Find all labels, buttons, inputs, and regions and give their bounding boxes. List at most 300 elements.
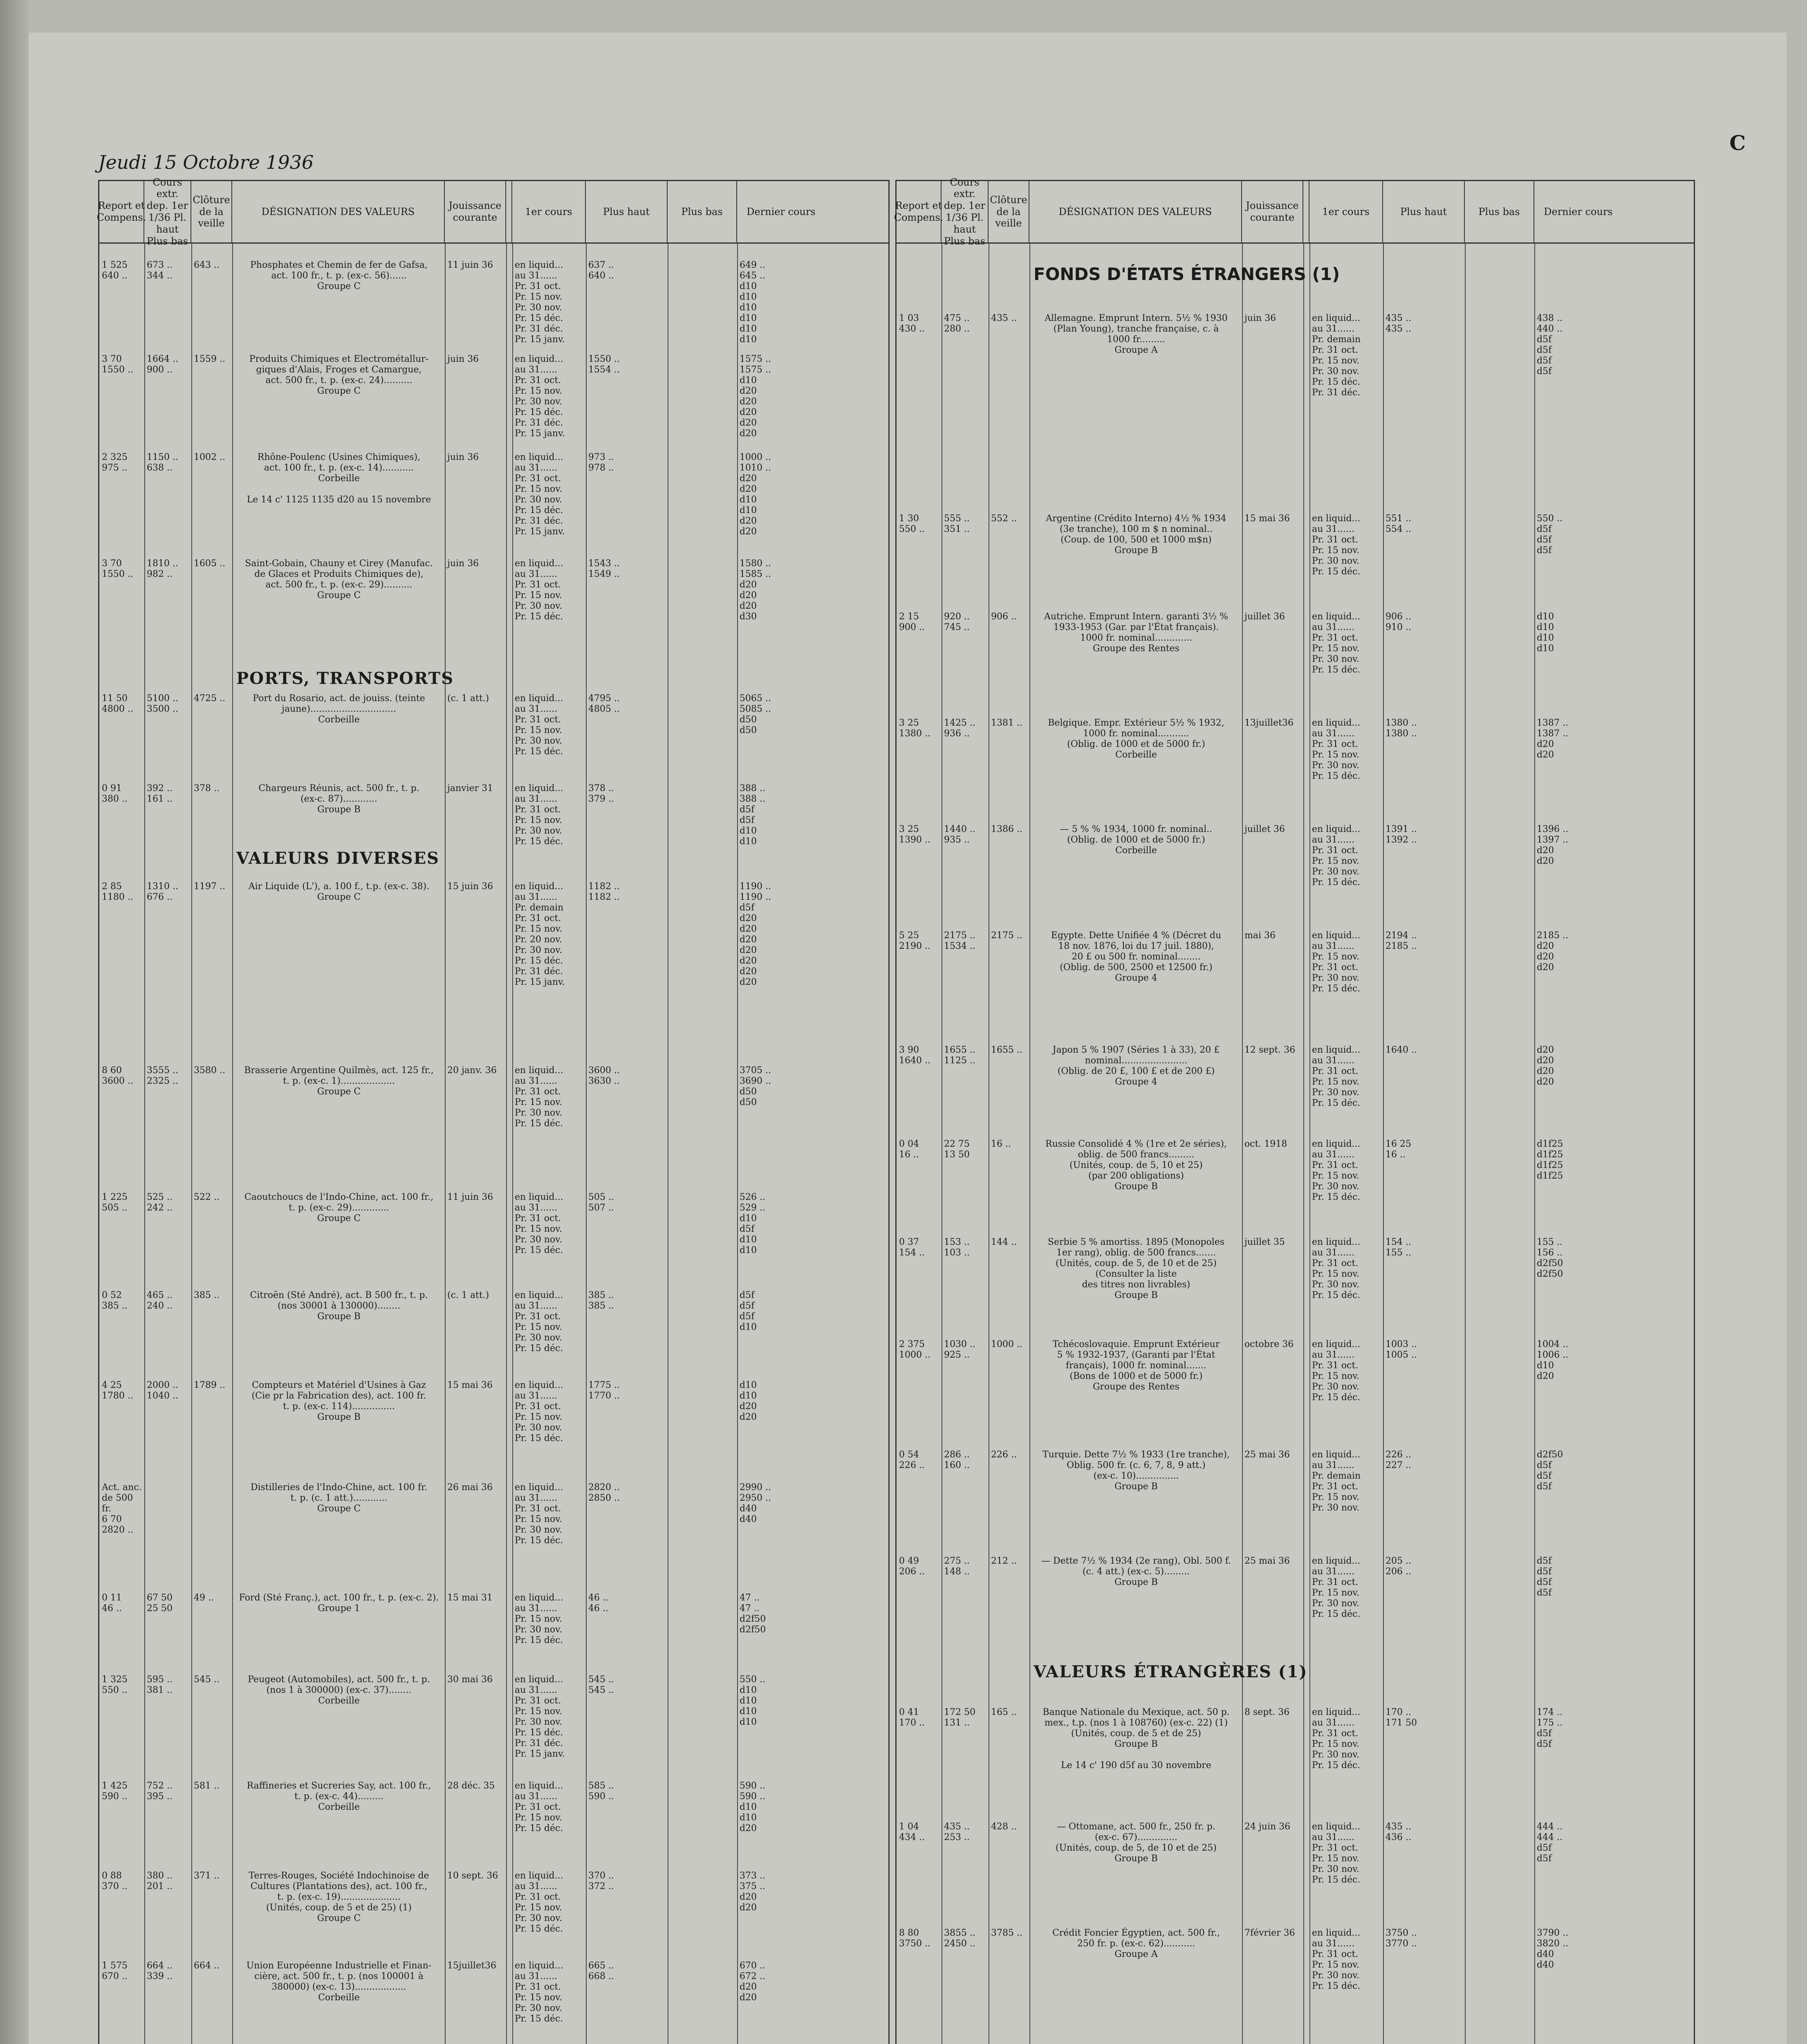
left-cell-extr: 67 50 25 50 xyxy=(147,1593,173,1614)
left-cell-jouis: 15 juin 36 xyxy=(447,881,493,892)
left-cell-last: d5f d5f d5f d10 xyxy=(740,1290,757,1332)
right-cell-first: 205 .. 206 .. xyxy=(1386,1556,1411,1577)
left-cell-terms: en liquid... au 31...... Pr. 31 oct. Pr. 15 nov. Pr. 30 nov. Pr. 15 déc. xyxy=(515,1482,563,1546)
left-cell-jouis: 15juillet36 xyxy=(447,1961,496,1971)
left-cell-jouis: juin 36 xyxy=(447,452,479,462)
right-cell-first: 551 .. 554 .. xyxy=(1386,513,1411,534)
left-cell-name: Citroën (Sté André), act. B 500 fr., t. p. (nos 30001 à 130000)........ Groupe B xyxy=(250,1290,428,1322)
right-cell-report: 5 25 2190 .. xyxy=(899,930,930,951)
right-cell-last: 438 .. 440 .. d5f d5f d5f d5f xyxy=(1537,313,1563,377)
left-cell-last: 670 .. 672 .. d20 d20 xyxy=(740,1961,765,2003)
left-cell-terms: en liquid... au 31...... Pr. 31 oct. Pr. 15 nov. Pr. 30 nov. Pr. 15 déc. xyxy=(515,558,563,622)
right-cell-terms: en liquid... au 31...... Pr. 15 nov. Pr. 31 oct. Pr. 30 nov. Pr. 15 déc. xyxy=(1312,930,1361,994)
left-cell-first: 370 .. 372 .. xyxy=(588,1871,614,1892)
right-cell-jouis: 12 sept. 36 xyxy=(1244,1045,1296,1055)
left-cell-name: Ford (Sté Franç.), act. 100 fr., t. p. (ex-c. 2). Groupe 1 xyxy=(239,1593,439,1614)
right-cell-last: 174 .. 175 .. d5f d5f xyxy=(1537,1707,1563,1749)
right-cell-first: 226 .. 227 .. xyxy=(1386,1450,1411,1470)
right-col-header-3: DÉSIGNATION DES VALEURS xyxy=(1029,181,1242,242)
left-cell-last: 1575 .. 1575 .. d10 d20 d20 d20 d20 d20 xyxy=(740,354,771,439)
right-cell-jouis: juillet 35 xyxy=(1244,1237,1285,1247)
right-cell-jouis: juin 36 xyxy=(1244,313,1276,323)
left-section-title: VALEURS DIVERSES xyxy=(236,849,439,868)
left-cell-terms: en liquid... au 31...... Pr. 31 oct. Pr. 15 nov. Pr. 30 nov. Pr. 15 déc. xyxy=(515,1065,563,1129)
right-cell-report: 3 25 1390 .. xyxy=(899,824,930,845)
right-quotation-body xyxy=(897,244,1694,2044)
right-cell-terms: en liquid... au 31...... Pr. 31 oct. Pr. 15 nov. Pr. 30 nov. Pr. 15 déc. xyxy=(1312,1556,1361,1619)
right-cell-report: 2 15 900 .. xyxy=(899,612,925,632)
right-cell-name: Crédit Foncier Égyptien, act. 500 fr., 250 fr. p. (ex-c. 62)........... Groupe A xyxy=(1052,1928,1220,1959)
right-cell-first: 1640 .. xyxy=(1386,1045,1417,1055)
left-cell-jouis: 20 janv. 36 xyxy=(447,1065,497,1076)
right-column-rule xyxy=(1534,244,1535,2044)
right-cell-cloture: 2175 .. xyxy=(991,930,1022,941)
left-cell-terms: en liquid... au 31...... Pr. 31 oct. Pr. 15 nov. Pr. 30 nov. Pr. 15 déc. Pr. 31 déc. Pr. 15 janv. xyxy=(515,354,565,439)
page-letter: C xyxy=(1729,131,1746,155)
right-cell-first: 2194 .. 2185 .. xyxy=(1386,930,1417,951)
right-cell-first: 906 .. 910 .. xyxy=(1386,612,1411,632)
right-cell-jouis: 25 mai 36 xyxy=(1244,1556,1290,1566)
right-section-title: VALEURS ÉTRANGÈRES (1) xyxy=(1034,1662,1308,1681)
right-column-rule xyxy=(1242,244,1243,2044)
left-cell-first: 2820 .. 2850 .. xyxy=(588,1482,620,1503)
left-cell-first: 1182 .. 1182 .. xyxy=(588,881,620,902)
left-cell-last: 2990 .. 2950 .. d40 d40 xyxy=(740,1482,771,1524)
right-cell-report: 1 04 434 .. xyxy=(899,1822,925,1842)
right-cell-extr: 286 .. 160 .. xyxy=(944,1450,970,1470)
right-cell-cloture: 1386 .. xyxy=(991,824,1022,834)
right-cell-cloture: 3785 .. xyxy=(991,1928,1022,1938)
right-cell-name: Belgique. Empr. Extérieur 5½ % 1932, 1000 fr. nominal........... (Oblig. de 1000 et de 5000 fr.) Corbeille xyxy=(1048,718,1224,760)
right-cell-last: d2f50 d5f d5f d5f xyxy=(1537,1450,1563,1492)
left-cell-terms: en liquid... au 31...... Pr. 31 oct. Pr. 15 nov. Pr. 30 nov. Pr. 15 déc. xyxy=(515,1961,563,2024)
right-col-header-6: 1er cours xyxy=(1309,181,1383,242)
left-cell-name: Compteurs et Matériel d'Usines à Gaz (Cie pr la Fabrication des), act. 100 fr. t. p. (ex-c. 114)............... Groupe B xyxy=(251,1380,426,1422)
right-cell-cloture: 1655 .. xyxy=(991,1045,1022,1055)
left-cell-report: 1 525 640 .. xyxy=(102,260,128,281)
left-cell-name: Peugeot (Automobiles), act. 500 fr., t. p. (nos 1 à 300000) (ex-c. 37)........ Corbeille xyxy=(248,1674,430,1706)
right-cell-cloture: 428 .. xyxy=(991,1822,1017,1832)
right-cell-first: 16 25 16 .. xyxy=(1386,1139,1411,1160)
left-col-header-6: 1er cours xyxy=(512,181,586,242)
right-col-header-1: Cours extr. dep. 1er 1/36 Pl. haut Plus bas xyxy=(942,181,989,242)
left-cell-cloture: 4725 .. xyxy=(194,693,225,704)
left-cell-extr: 465 .. 240 .. xyxy=(147,1290,173,1311)
right-cell-extr: 920 .. 745 .. xyxy=(944,612,970,632)
left-cell-last: 550 .. d10 d10 d10 d10 xyxy=(740,1674,765,1727)
left-cell-extr: 1810 .. 982 .. xyxy=(147,558,178,579)
left-column-rule xyxy=(586,244,587,2044)
right-cell-extr: 435 .. 253 .. xyxy=(944,1822,970,1842)
left-cell-cloture: 1002 .. xyxy=(194,452,225,462)
left-cell-cloture: 49 .. xyxy=(194,1593,214,1603)
left-col-header-9: Dernier cours xyxy=(747,206,816,217)
left-cell-first: 637 .. 640 .. xyxy=(588,260,614,281)
left-cell-last: 1580 .. 1585 .. d20 d20 d20 d30 xyxy=(740,558,771,622)
right-cell-last: 155 .. 156 .. d2f50 d2f50 xyxy=(1537,1237,1563,1279)
left-cell-terms: en liquid... au 31...... Pr. 31 oct. Pr. 15 nov. Pr. 30 nov. Pr. 15 déc. xyxy=(515,783,563,847)
left-cell-last: 373 .. 375 .. d20 d20 xyxy=(740,1871,765,1913)
left-cell-jouis: 15 mai 31 xyxy=(447,1593,493,1603)
left-cell-last: 649 .. 645 .. d10 d10 d10 d10 d10 d10 xyxy=(740,260,765,345)
right-cell-extr: 275 .. 148 .. xyxy=(944,1556,970,1577)
left-column-rule xyxy=(191,244,192,2044)
right-cell-first: 170 .. 171 50 xyxy=(1386,1707,1417,1728)
right-cell-cloture: 144 .. xyxy=(991,1237,1017,1247)
left-cell-last: 590 .. 590 .. d10 d10 d20 xyxy=(740,1781,765,1833)
left-col-header-0: Report et Compens. xyxy=(99,181,144,242)
left-quotation-panel xyxy=(96,176,890,2044)
left-cell-report: 3 70 1550 .. xyxy=(102,354,133,375)
left-cell-terms: en liquid... au 31...... Pr. 31 oct. Pr. 15 nov. Pr. 30 nov. Pr. 15 déc. xyxy=(515,1871,563,1934)
right-cell-last: 550 .. d5f d5f d5f xyxy=(1537,513,1563,556)
right-cell-first: 435 .. 435 .. xyxy=(1386,313,1411,334)
left-cell-name: Terres-Rouges, Société Indochinoise de Cultures (Plantations des), act. 100 fr., t. p. (ex-c. 19)..................... (Unités, coup. de 5 et de 25) (1) Groupe C xyxy=(249,1871,429,1923)
right-cell-name: Egypte. Dette Unifiée 4 % (Décret du 18 nov. 1876, loi du 17 juil. 1880), 20 £ ou 500 fr. nominal........ (Oblig. de 500, 2500 et 12500 fr.) Groupe 4 xyxy=(1051,930,1222,983)
right-cell-terms: en liquid... au 31...... Pr. 31 oct. Pr. 15 nov. Pr. 30 nov. Pr. 15 déc. xyxy=(1312,1045,1361,1108)
left-cell-cloture: 371 .. xyxy=(194,1871,220,1881)
right-cell-cloture: 165 .. xyxy=(991,1707,1017,1717)
left-cell-report: 0 91 380 .. xyxy=(102,783,128,804)
right-cell-jouis: juillet 36 xyxy=(1244,824,1285,834)
left-col-header-5 xyxy=(506,181,512,242)
right-cell-name: Banque Nationale du Mexique, act. 50 p. mex., t.p. (nos 1 à 108760) (ex-c. 22) (1) (Unités, coup. de 5 et de 25) Groupe B Le 14 c' 190 d5f au 30 novembre xyxy=(1042,1707,1230,1771)
left-cell-terms: en liquid... au 31...... Pr. 31 oct. Pr. 15 nov. Pr. 30 nov. Pr. 15 déc. xyxy=(515,1192,563,1255)
right-cell-terms: en liquid... au 31...... Pr. 31 oct. Pr. 15 nov. Pr. 30 nov. Pr. 15 déc. xyxy=(1312,1822,1361,1885)
left-cell-last: d10 d10 d20 d20 xyxy=(740,1380,757,1422)
right-col-header-8: Plus bas xyxy=(1465,181,1534,242)
left-cell-first: 545 .. 545 .. xyxy=(588,1674,614,1695)
left-cell-name: Distilleries de l'Indo-Chine, act. 100 fr. t. p. (c. 1 att.)............ Groupe C xyxy=(250,1482,428,1514)
left-cell-first: 46 .. 46 .. xyxy=(588,1593,608,1614)
left-col-header-2: Clôture de la veille xyxy=(191,181,232,242)
left-cell-terms: en liquid... au 31...... Pr. 31 oct. Pr. 15 nov. Pr. 30 nov. Pr. 15 déc. xyxy=(515,693,563,757)
left-cell-extr: 3555 .. 2325 .. xyxy=(147,1065,178,1086)
left-col-header-8: Plus bas xyxy=(668,181,737,242)
left-cell-terms: en liquid... au 31...... Pr. 31 oct. Pr. 15 nov. Pr. 30 nov. Pr. 15 déc. Pr. 31 déc. Pr. 15 janv. xyxy=(515,452,565,537)
right-cell-terms: en liquid... au 31...... Pr. 31 oct. Pr. 15 nov. Pr. 30 nov. Pr. 15 déc. xyxy=(1312,1139,1361,1202)
left-cell-terms: en liquid... au 31...... Pr. 31 oct. Pr. 15 nov. Pr. 30 nov. Pr. 15 déc. Pr. 31 déc. Pr. 15 janv. xyxy=(515,1674,565,1759)
left-cell-report: Act. anc. de 500 fr. 6 70 2820 .. xyxy=(102,1482,142,1535)
right-cell-jouis: 13juillet36 xyxy=(1244,718,1294,728)
left-cell-first: 973 .. 978 .. xyxy=(588,452,614,473)
right-cell-terms: en liquid... au 31...... Pr. 31 oct. Pr. 15 nov. Pr. 30 nov. Pr. 15 déc. xyxy=(1312,513,1361,577)
left-cell-report: 0 88 370 .. xyxy=(102,1871,128,1892)
left-cell-name: Produits Chimiques et Electrométallur- giques d'Alais, Froges et Camargue, act. 500 fr., t. p. (ex-c. 24).......... Groupe C xyxy=(249,354,429,396)
left-col-header-7: Plus haut xyxy=(586,181,668,242)
left-cell-cloture: 522 .. xyxy=(194,1192,220,1202)
left-column-headers xyxy=(96,176,888,247)
right-cell-terms: en liquid... au 31...... Pr. 31 oct. Pr. 15 nov. Pr. 30 nov. Pr. 15 déc. xyxy=(1312,1707,1361,1771)
left-cell-report: 1 325 550 .. xyxy=(102,1674,128,1695)
right-cell-report: 0 04 16 .. xyxy=(899,1139,919,1160)
right-cell-last: 3790 .. 3820 .. d40 d40 xyxy=(1537,1928,1568,1970)
left-cell-name: Saint-Gobain, Chauny et Cirey (Manufac. de Glaces et Produits Chimiques de), act. 500 fr., t. p. (ex-c. 29).......... Groupe C xyxy=(245,558,433,601)
left-cell-name: Union Européenne Industrielle et Finan- cière, act. 500 fr., t. p. (nos 100001 à 380000) (ex-c. 13).................. Corbeille xyxy=(246,1961,432,2003)
page-date: Jeudi 15 Octobre 1936 xyxy=(98,151,314,173)
right-cell-extr: 1440 .. 935 .. xyxy=(944,824,975,845)
left-cell-last: 1190 .. 1190 .. d5f d20 d20 d20 d20 d20 d20 d20 xyxy=(740,881,771,987)
left-cell-report: 1 425 590 .. xyxy=(102,1781,128,1802)
right-cell-name: Allemagne. Emprunt Intern. 5½ % 1930 (Plan Young), tranche française, c. à 1000 fr......... Groupe A xyxy=(1045,313,1228,355)
right-cell-terms: en liquid... au 31...... Pr. 31 oct. Pr. 15 nov. Pr. 30 nov. Pr. 15 déc. xyxy=(1312,718,1361,781)
right-cell-jouis: juillet 36 xyxy=(1244,612,1285,622)
left-cell-extr: 1310 .. 676 .. xyxy=(147,881,178,902)
left-cell-name: Chargeurs Réunis, act. 500 fr., t. p. (ex-c. 87)............ Groupe B xyxy=(258,783,419,815)
right-col-header-7: Plus haut xyxy=(1383,181,1465,242)
right-cell-extr: 153 .. 103 .. xyxy=(944,1237,970,1258)
left-quotation-body xyxy=(99,244,888,2044)
right-cell-jouis: oct. 1918 xyxy=(1244,1139,1287,1149)
right-cell-cloture: 1000 .. xyxy=(991,1339,1022,1349)
left-section-title: PORTS, TRANSPORTS xyxy=(236,669,454,688)
right-cell-name: Turquie. Dette 7½ % 1933 (1re tranche), Oblig. 500 fr. (c. 6, 7, 8, 9 att.) (ex-c. 10)............... Groupe B xyxy=(1042,1450,1230,1492)
left-cell-jouis: juin 36 xyxy=(447,354,479,364)
left-cell-jouis: 10 sept. 36 xyxy=(447,1871,498,1881)
right-cell-cloture: 1381 .. xyxy=(991,718,1022,728)
left-cell-terms: en liquid... au 31...... Pr. demain Pr. 31 oct. Pr. 15 nov. Pr. 20 nov. Pr. 30 nov. Pr. 15 déc. Pr. 31 déc. Pr. 15 janv. xyxy=(515,881,565,987)
right-column-rule xyxy=(1309,244,1310,2044)
right-cell-last: 1387 .. 1387 .. d20 d20 xyxy=(1537,718,1568,760)
left-cell-extr: 392 .. 161 .. xyxy=(147,783,173,804)
right-cell-name: Argentine (Crédito Interno) 4½ % 1934 (3e tranche), 100 m $ n nominal.. (Coup. de 100, 500 et 1000 m$n) Groupe B xyxy=(1046,513,1226,556)
right-cell-jouis: mai 36 xyxy=(1244,930,1276,941)
right-cell-first: 1380 .. 1380 .. xyxy=(1386,718,1417,739)
left-cell-extr: 673 .. 344 .. xyxy=(147,260,173,281)
left-cell-jouis: 11 juin 36 xyxy=(447,1192,493,1202)
left-cell-report: 11 50 4800 .. xyxy=(102,693,133,714)
left-cell-last: 3705 .. 3690 .. d50 d50 xyxy=(740,1065,771,1107)
left-cell-extr: 1150 .. 638 .. xyxy=(147,452,178,473)
right-cell-extr: 1030 .. 925 .. xyxy=(944,1339,975,1360)
left-cell-cloture: 1197 .. xyxy=(194,881,225,892)
right-cell-last: 1396 .. 1397 .. d20 d20 xyxy=(1537,824,1568,866)
left-cell-cloture: 1789 .. xyxy=(194,1380,225,1390)
right-column-rule xyxy=(1383,244,1384,2044)
left-cell-terms: en liquid... au 31...... Pr. 31 oct. Pr. 15 nov. Pr. 15 déc. xyxy=(515,1781,563,1833)
left-column-rule xyxy=(506,244,507,2044)
left-cell-extr: 2000 .. 1040 .. xyxy=(147,1380,178,1401)
right-cell-name: — 5 % % 1934, 1000 fr. nominal.. (Oblig. de 1000 et de 5000 fr.) Corbeille xyxy=(1060,824,1213,856)
left-cell-report: 0 52 385 .. xyxy=(102,1290,128,1311)
right-cell-report: 0 49 206 .. xyxy=(899,1556,925,1577)
left-cell-extr: 664 .. 339 .. xyxy=(147,1961,173,1981)
right-cell-cloture: 212 .. xyxy=(991,1556,1017,1566)
left-cell-name: Brasserie Argentine Quilmès, act. 125 fr., t. p. (ex-c. 1)................... Groupe C xyxy=(244,1065,434,1097)
left-cell-first: 665 .. 668 .. xyxy=(588,1961,614,1981)
left-column-rule xyxy=(737,244,738,2044)
right-column-rule xyxy=(1303,244,1304,2044)
right-cell-extr: 555 .. 351 .. xyxy=(944,513,970,534)
right-cell-cloture: 552 .. xyxy=(991,513,1017,524)
right-column-headers xyxy=(894,176,1694,247)
left-cell-jouis: 30 mai 36 xyxy=(447,1674,493,1685)
page-fold xyxy=(0,0,29,2044)
right-cell-extr: 22 75 13 50 xyxy=(944,1139,970,1160)
right-cell-name: — Dette 7½ % 1934 (2e rang), Obl. 500 f. (c. 4 att.) (ex-c. 5)......... Groupe B xyxy=(1041,1556,1231,1587)
right-cell-last: 1004 .. 1006 .. d10 d20 xyxy=(1537,1339,1568,1381)
right-cell-first: 1391 .. 1392 .. xyxy=(1386,824,1417,845)
left-cell-jouis: janvier 31 xyxy=(447,783,493,793)
right-cell-name: Japon 5 % 1907 (Séries 1 à 33), 20 £ nominal....................... (Oblig. de 20 £, 100 £ et de 200 £) Groupe 4 xyxy=(1052,1045,1220,1087)
left-cell-jouis: 15 mai 36 xyxy=(447,1380,493,1390)
left-cell-first: 1775 .. 1770 .. xyxy=(588,1380,620,1401)
left-cell-first: 4795 .. 4805 .. xyxy=(588,693,620,714)
left-cell-last: 5065 .. 5085 .. d50 d50 xyxy=(740,693,771,735)
right-col-header-9: Dernier cours xyxy=(1544,206,1613,217)
left-cell-last: 1000 .. 1010 .. d20 d20 d10 d10 d20 d20 xyxy=(740,452,771,537)
left-column-rule xyxy=(445,244,446,2044)
left-cell-extr: 752 .. 395 .. xyxy=(147,1781,173,1802)
left-cell-last: 388 .. 388 .. d5f d5f d10 d10 xyxy=(740,783,765,847)
right-cell-extr: 3855 .. 2450 .. xyxy=(944,1928,975,1949)
left-cell-cloture: 643 .. xyxy=(194,260,220,270)
right-cell-last: d20 d20 d20 d20 xyxy=(1537,1045,1554,1087)
left-col-header-4: Jouissance courante xyxy=(445,181,506,242)
left-cell-terms: en liquid... au 31...... Pr. 31 oct. Pr. 15 nov. Pr. 30 nov. Pr. 15 déc. Pr. 31 déc. Pr. 15 janv. xyxy=(515,260,565,345)
left-cell-first: 585 .. 590 .. xyxy=(588,1781,614,1802)
right-col-header-4: Jouissance courante xyxy=(1242,181,1303,242)
right-cell-report: 3 90 1640 .. xyxy=(899,1045,930,1066)
left-cell-name: Air Liquide (L'), a. 100 f., t.p. (ex-c. 38). Groupe C xyxy=(248,881,430,902)
right-cell-terms: en liquid... au 31...... Pr. 31 oct. Pr. 15 nov. Pr. 30 nov. Pr. 15 déc. xyxy=(1312,824,1361,888)
left-cell-terms: en liquid... au 31...... Pr. 31 oct. Pr. 15 nov. Pr. 30 nov. Pr. 15 déc. xyxy=(515,1380,563,1443)
right-cell-name: Serbie 5 % amortiss. 1895 (Monopoles 1er rang), oblig. de 500 francs....... (Unités, coup. de 5, de 10 et de 25) (Consulter la liste des titres non livrables) Groupe B xyxy=(1047,1237,1225,1300)
right-cell-jouis: 7février 36 xyxy=(1244,1928,1295,1938)
right-cell-extr: 1425 .. 936 .. xyxy=(944,718,975,739)
right-cell-first: 154 .. 155 .. xyxy=(1386,1237,1411,1258)
right-cell-cloture: 226 .. xyxy=(991,1450,1017,1460)
left-cell-report: 1 225 505 .. xyxy=(102,1192,128,1213)
left-cell-report: 4 25 1780 .. xyxy=(102,1380,133,1401)
left-cell-cloture: 3580 .. xyxy=(194,1065,225,1076)
right-cell-jouis: 24 juin 36 xyxy=(1244,1822,1291,1832)
right-col-header-2: Clôture de la veille xyxy=(989,181,1029,242)
right-cell-report: 0 54 226 .. xyxy=(899,1450,925,1470)
left-cell-cloture: 581 .. xyxy=(194,1781,220,1791)
right-cell-extr: 475 .. 280 .. xyxy=(944,313,970,334)
left-cell-report: 0 11 46 .. xyxy=(102,1593,122,1614)
right-cell-terms: en liquid... au 31...... Pr. demain Pr. 31 oct. Pr. 15 nov. Pr. 30 nov. Pr. 15 déc. Pr. 31 déc. xyxy=(1312,313,1361,398)
right-cell-report: 2 375 1000 .. xyxy=(899,1339,930,1360)
right-cell-extr: 1655 .. 1125 .. xyxy=(944,1045,975,1066)
left-cell-name: Rhône-Poulenc (Usines Chimiques), act. 100 fr., t. p. (ex-c. 14)........... Corbeille Le 14 c' 1125 1135 d20 au 15 novembre xyxy=(247,452,431,505)
left-cell-report: 8 60 3600 .. xyxy=(102,1065,133,1086)
left-cell-cloture: 385 .. xyxy=(194,1290,220,1300)
left-cell-name: Caoutchoucs de l'Indo-Chine, act. 100 fr., t. p. (ex-c. 29)............. Groupe C xyxy=(244,1192,434,1224)
right-cell-report: 1 03 430 .. xyxy=(899,313,925,334)
left-cell-cloture: 1559 .. xyxy=(194,354,225,364)
left-cell-jouis: (c. 1 att.) xyxy=(447,1290,489,1300)
right-cell-terms: en liquid... au 31...... Pr. 31 oct. Pr. 15 nov. Pr. 30 nov. Pr. 15 déc. xyxy=(1312,1237,1361,1300)
right-cell-last: 2185 .. d20 d20 d20 xyxy=(1537,930,1568,973)
right-col-header-0: Report et Compens. xyxy=(897,181,942,242)
left-cell-jouis: juin 36 xyxy=(447,558,479,569)
right-cell-name: — Ottomane, act. 500 fr., 250 fr. p. (ex-c. 67).............. (Unités, coup. de 5, de 10 et de 25) Groupe B xyxy=(1056,1822,1217,1864)
right-cell-report: 8 80 3750 .. xyxy=(899,1928,930,1949)
left-cell-cloture: 378 .. xyxy=(194,783,220,793)
left-cell-cloture: 1605 .. xyxy=(194,558,225,569)
left-cell-cloture: 664 .. xyxy=(194,1961,220,1971)
left-cell-cloture: 545 .. xyxy=(194,1674,220,1685)
right-cell-report: 3 25 1380 .. xyxy=(899,718,930,739)
right-cell-first: 3750 .. 3770 .. xyxy=(1386,1928,1417,1949)
right-cell-report: 1 30 550 .. xyxy=(899,513,925,534)
left-cell-first: 385 .. 385 .. xyxy=(588,1290,614,1311)
right-column-rule xyxy=(1029,244,1030,2044)
left-cell-terms: en liquid... au 31...... Pr. 15 nov. Pr. 30 nov. Pr. 15 déc. xyxy=(515,1593,563,1645)
left-cell-jouis: 26 mai 36 xyxy=(447,1482,493,1493)
right-cell-jouis: 25 mai 36 xyxy=(1244,1450,1290,1460)
right-cell-cloture: 16 .. xyxy=(991,1139,1011,1149)
right-cell-last: d10 d10 d10 d10 xyxy=(1537,612,1554,654)
left-cell-first: 505 .. 507 .. xyxy=(588,1192,614,1213)
right-cell-report: 0 41 170 .. xyxy=(899,1707,925,1728)
right-cell-cloture: 435 .. xyxy=(991,313,1017,323)
left-cell-report: 3 70 1550 .. xyxy=(102,558,133,579)
right-cell-jouis: 8 sept. 36 xyxy=(1244,1707,1290,1717)
left-column-rule xyxy=(512,244,513,2044)
left-cell-last: 526 .. 529 .. d10 d5f d10 d10 xyxy=(740,1192,765,1255)
right-section-title: FONDS D'ÉTATS ÉTRANGERS (1) xyxy=(1034,264,1340,284)
right-quotation-panel xyxy=(894,176,1695,2044)
left-cell-terms: en liquid... au 31...... Pr. 31 oct. Pr. 15 nov. Pr. 30 nov. Pr. 15 déc. xyxy=(515,1290,563,1354)
left-cell-extr: 595 .. 381 .. xyxy=(147,1674,173,1695)
left-cell-name: Port du Rosario, act. de jouiss. (teinte jaune).............................. Corbeille xyxy=(253,693,425,725)
left-col-header-1: Cours extr. dep. 1er 1/36 Pl. haut Plus bas xyxy=(144,181,191,242)
left-cell-first: 1550 .. 1554 .. xyxy=(588,354,620,375)
right-cell-first: 435 .. 436 .. xyxy=(1386,1822,1411,1842)
left-cell-jouis: 28 déc. 35 xyxy=(447,1781,495,1791)
left-cell-jouis: 11 juin 36 xyxy=(447,260,493,270)
left-cell-report: 2 325 975 .. xyxy=(102,452,128,473)
left-cell-jouis: (c. 1 att.) xyxy=(447,693,489,704)
left-cell-extr: 525 .. 242 .. xyxy=(147,1192,173,1213)
right-cell-cloture: 906 .. xyxy=(991,612,1017,622)
right-cell-extr: 2175 .. 1534 .. xyxy=(944,930,975,951)
right-cell-name: Russie Consolidé 4 % (1re et 2e séries), oblig. de 500 francs......... (Unités, coup. de 5, 10 et 25) (par 200 obligations) Groupe B xyxy=(1045,1139,1227,1192)
right-cell-terms: en liquid... au 31...... Pr. 31 oct. Pr. 15 nov. Pr. 30 nov. Pr. 15 déc. xyxy=(1312,1339,1361,1403)
right-cell-terms: en liquid... au 31...... Pr. demain Pr. 31 oct. Pr. 15 nov. Pr. 30 nov. xyxy=(1312,1450,1361,1513)
left-cell-name: Phosphates et Chemin de fer de Gafsa, act. 100 fr., t. p. (ex-c. 56)...... Groupe C xyxy=(250,260,428,291)
right-cell-terms: en liquid... au 31...... Pr. 31 oct. Pr. 15 nov. Pr. 30 nov. Pr. 15 déc. xyxy=(1312,1928,1361,1991)
left-cell-extr: 1664 .. 900 .. xyxy=(147,354,178,375)
right-cell-extr: 172 50 131 .. xyxy=(944,1707,975,1728)
left-cell-extr: 5100 .. 3500 .. xyxy=(147,693,178,714)
left-cell-name: Raffineries et Sucreries Say, act. 100 fr., t. p. (ex-c. 44)......... Corbeille xyxy=(247,1781,431,1812)
right-cell-jouis: 15 mai 36 xyxy=(1244,513,1290,524)
right-cell-terms: en liquid... au 31...... Pr. 31 oct. Pr. 15 nov. Pr. 30 nov. Pr. 15 déc. xyxy=(1312,612,1361,675)
left-cell-first: 3600 .. 3630 .. xyxy=(588,1065,620,1086)
right-cell-name: Autriche. Emprunt Intern. garanti 3½ % 1933-1953 (Gar. par l'État français). 1000 fr. nominal............. Groupe des Rentes xyxy=(1044,612,1229,654)
left-cell-first: 378 .. 379 .. xyxy=(588,783,614,804)
left-column-rule xyxy=(232,244,233,2044)
left-cell-extr: 380 .. 201 .. xyxy=(147,1871,173,1892)
right-cell-last: d5f d5f d5f d5f xyxy=(1537,1556,1552,1598)
left-column-rule xyxy=(144,244,145,2044)
right-cell-jouis: octobre 36 xyxy=(1244,1339,1294,1349)
left-cell-report: 2 85 1180 .. xyxy=(102,881,133,902)
left-cell-last: 47 .. 47 .. d2f50 d2f50 xyxy=(740,1593,766,1635)
left-col-header-3: DÉSIGNATION DES VALEURS xyxy=(232,181,445,242)
right-col-header-5 xyxy=(1303,181,1309,242)
left-cell-report: 1 575 670 .. xyxy=(102,1961,128,1981)
right-cell-last: d1f25 d1f25 d1f25 d1f25 xyxy=(1537,1139,1563,1181)
left-cell-first: 1543 .. 1549 .. xyxy=(588,558,620,579)
right-column-rule xyxy=(1465,244,1466,2044)
right-cell-last: 444 .. 444 .. d5f d5f xyxy=(1537,1822,1563,1864)
right-cell-report: 0 37 154 .. xyxy=(899,1237,925,1258)
